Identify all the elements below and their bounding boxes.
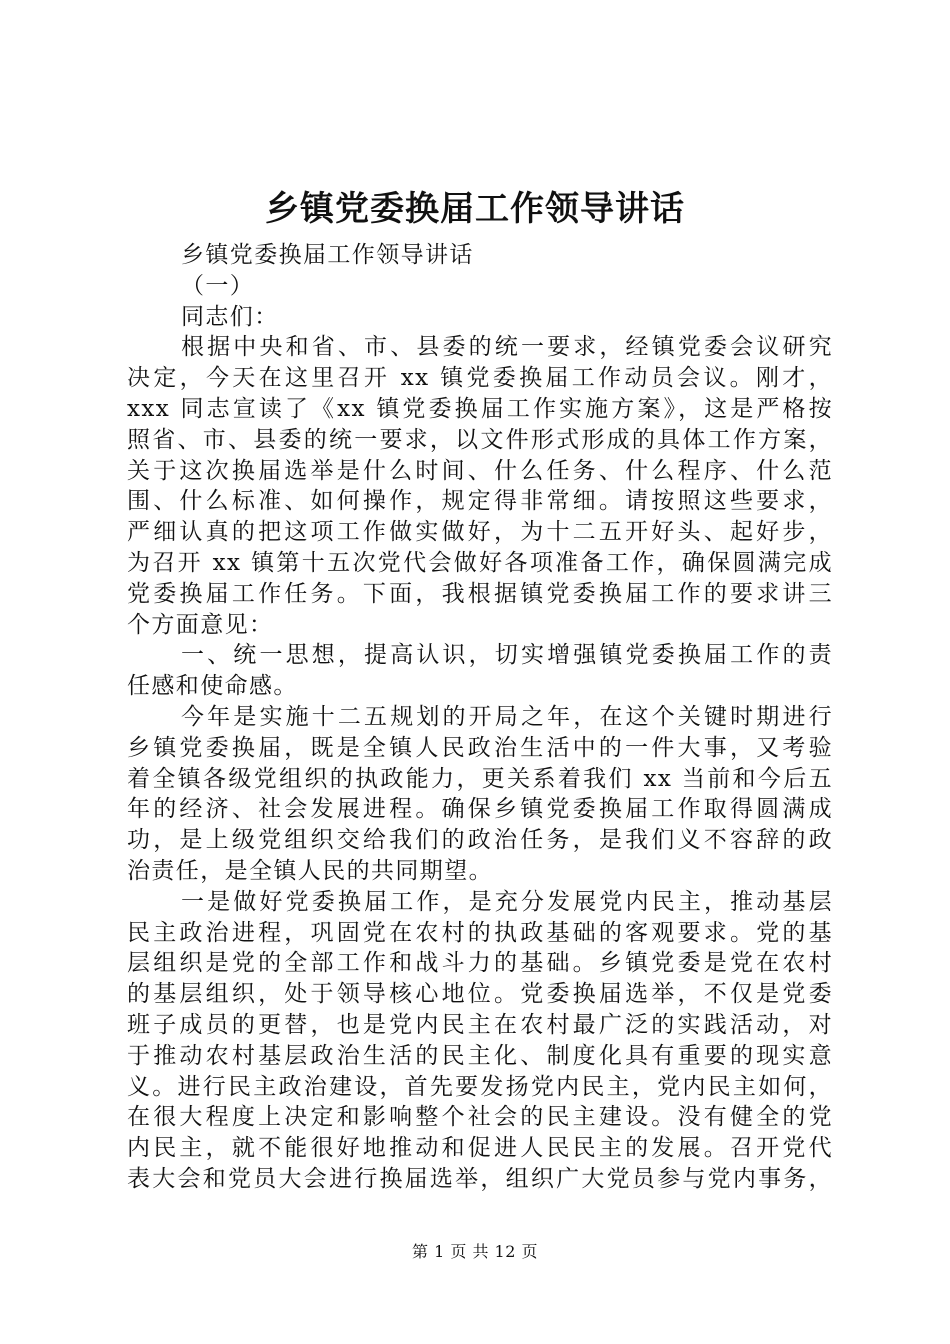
text-line: 今年是实施十二五规划的开局之年，在这个关键时期进行: [181, 703, 833, 730]
text-line: 关于这次换届选举是什么时间、什么任务、什么程序、什么范: [127, 457, 833, 484]
document-body: [127, 240, 833, 1195]
text-line: 严细认真的把这项工作做实做好，为十二五开好头、起好步，: [127, 519, 833, 546]
text-line: （一）: [181, 272, 255, 299]
text-line: 于推动农村基层政治生活的民主化、制度化具有重要的现实意: [127, 1042, 833, 1069]
text-line: 决定，今天在这里召开 xx 镇党委换届工作动员会议。刚才，: [127, 365, 833, 392]
page-footer: 第 1 页 共 12 页: [412, 1242, 538, 1261]
text-line: 表大会和党员大会进行换届选举，组织广大党员参与党内事务，: [127, 1165, 833, 1192]
text-line: 任感和使命感。: [127, 673, 298, 700]
text-line: xxx 同志宣读了《xx 镇党委换届工作实施方案》，这是严格按: [127, 395, 833, 422]
text-line: 的基层组织，处于领导核心地位。党委换届选举，不仅是党委: [127, 981, 833, 1008]
text-line: 治责任，是全镇人民的共同期望。: [127, 857, 493, 884]
text-line: 义。进行民主政治建设，首先要发扬党内民主，党内民主如何，: [127, 1073, 833, 1100]
text-line: 班子成员的更替，也是党内民主在农村最广泛的实践活动，对: [127, 1011, 833, 1038]
text-line: 乡镇党委换届，既是全镇人民政治生活中的一件大事，又考验: [127, 734, 833, 761]
text-line: 照省、市、县委的统一要求，以文件形式形成的具体工作方案，: [127, 426, 833, 453]
text-line: 着全镇各级党组织的执政能力，更关系着我们 xx 当前和今后五: [127, 765, 833, 792]
text-line: 乡镇党委换届工作领导讲话: [181, 242, 474, 268]
text-line: 一是做好党委换届工作，是充分发展党内民主，推动基层: [181, 888, 833, 915]
text-line: 一、统一思想，提高认识，切实增强镇党委换届工作的责: [181, 642, 833, 669]
text-line: 民主政治进程，巩固党在农村的执政基础的客观要求。党的基: [127, 919, 833, 946]
text-line: 根据中央和省、市、县委的统一要求，经镇党委会议研究: [181, 334, 833, 361]
text-line: 围、什么标准、如何操作，规定得非常细。请按照这些要求，: [127, 488, 833, 515]
text-line: 内民主，就不能很好地推动和促进人民民主的发展。召开党代: [127, 1135, 833, 1162]
text-line: 个方面意见：: [127, 611, 274, 638]
text-line: 在很大程度上决定和影响整个社会的民主建设。没有健全的党: [127, 1104, 833, 1131]
text-line: 功，是上级党组织交给我们的政治任务，是我们义不容辞的政: [127, 827, 833, 854]
text-line: 同志们：: [181, 303, 279, 330]
text-line: 层组织是党的全部工作和战斗力的基础。乡镇党委是党在农村: [127, 950, 833, 977]
text-line: 党委换届工作任务。下面，我根据镇党委换届工作的要求讲三: [127, 580, 833, 607]
document-title: 乡镇党委换届工作领导讲话: [265, 189, 685, 229]
text-line: 为召开 xx 镇第十五次党代会做好各项准备工作，确保圆满完成: [127, 549, 833, 576]
text-line: 年的经济、社会发展进程。确保乡镇党委换届工作取得圆满成: [127, 796, 833, 823]
